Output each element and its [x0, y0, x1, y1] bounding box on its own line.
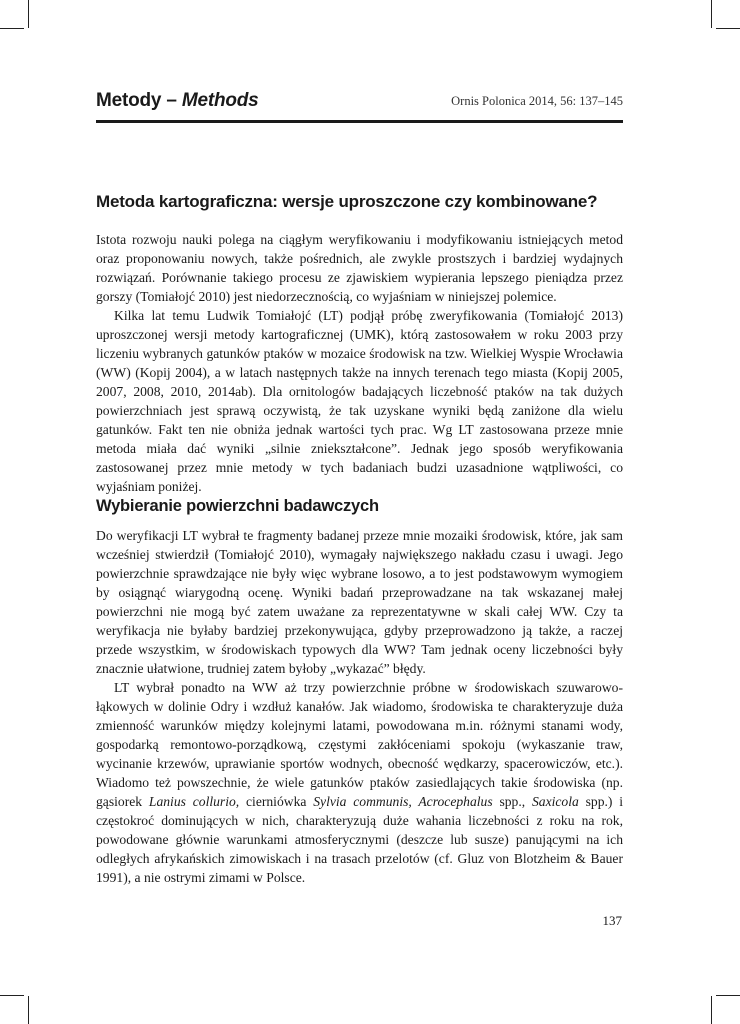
crop-mark-top-right-horizontal [716, 28, 740, 29]
intro-text [96, 230, 623, 496]
species-name: Saxicola [531, 794, 579, 809]
section-label-italic: Methods [181, 90, 259, 111]
crop-mark-top-right-vertical [711, 0, 712, 28]
crop-mark-bottom-left-horizontal [0, 995, 24, 996]
crop-mark-bottom-right-vertical [711, 996, 712, 1024]
crop-mark-bottom-left-vertical [28, 996, 29, 1024]
paragraph [96, 306, 623, 496]
crop-mark-top-left-vertical [28, 0, 29, 28]
running-header [96, 88, 623, 123]
page-number: 137 [602, 913, 622, 928]
paragraph [96, 230, 623, 306]
text-run: spp.) i częstokroć dominujących w nich, charakteryzują duże wahania liczebności z roku na rok, powodowane głównie warunkami atmosferycznymi (deszcze lub susze) panującymi na ich odległych afrykańskich zimowiskach i na trasach przelotów (cf. Gluz von Blotzheim & Bauer 1991), a nie ostrymi zimami w Polsce. [96, 794, 624, 885]
section-heading: Wybieranie powierzchni badawczych [96, 497, 379, 515]
text-run: Istota rozwoju nauki polega na ciągłym weryfikowaniu i modyfikowaniu istniejących metod oraz proponowaniu nowych, także pośrednich, ale zwykle prostszych i bardziej wydajnych rozwiązań. Porównanie takiego procesu ze zjawiskiem wypierania lepszego pieniądza przez gorszy (Tomiałojć 2010) jest niedorzecznością, co wyjaśniam w niniejszej polemice. [96, 232, 623, 304]
text-run: spp., [492, 794, 532, 809]
crop-mark-bottom-right-horizontal [716, 995, 740, 996]
section-text [96, 526, 623, 887]
journal-reference: Ornis Polonica 2014, 56: 137–145 [451, 94, 623, 108]
text-run: Kilka lat temu Ludwik Tomiałojć (LT) podjął próbę zweryfikowania (Tomiałojć 2013) uproszczonej wersji metody kartograficznej (UMK), którą zastosowałem w roku 2003 przy liczeniu wybranych gatunków ptaków w mozaice środowisk na tzw. Wielkiej Wyspie Wrocławia (WW) (Kopij 2004), a w latach następnych także na innych terenach tego miasta (Kopij 2005, 2007, 2008, 2010, 2014ab). Dla ornitologów badających liczebność ptaków na tak dużych powierzchniach jest sprawą oczywistą, że tak uzyskane wyniki będą zaniżone dla wielu gatunków. Fakt ten nie obniża jednak wartości tych prac. Wg LT zastosowana przeze mnie metoda miała dać wyniki „silnie zniekształcone”. Jednak jego sposób weryfikowania zastosowanej przez mnie metody w tych badaniach budzi uzasadnione wątpliwości, co wyjaśniam poniżej. [96, 308, 623, 494]
paragraph [96, 678, 623, 887]
article-title: Metoda kartograficzna: wersje uproszczone czy kombinowane? [96, 192, 598, 211]
section-label [96, 90, 259, 112]
paragraph [96, 526, 623, 678]
species-name: Lanius collurio, [148, 794, 240, 809]
species-name: Sylvia communis, Acrocephalus [313, 794, 493, 809]
text-run: LT wybrał ponadto na WW aż trzy powierzchnie próbne w środowiskach szuwarowo-łąkowych w dolinie Odry i wzdłuż kanałów. Jak wiadomo, środowiska te charakteryzuje duża zmienność warunków między kolejnymi latami, powodowana m.in. różnymi stanami wody, gospodarką remontowo-porządkową, częstymi zakłóceniami spokoju (wykaszanie traw, wycinanie krzewów, uprawianie sportów wodnych, obecność wędkarzy, spacerowiczów, etc.). Wiadomo też powszechnie, że wiele gatunków ptaków zasiedlających takie środowiska (np. gąsiorek [96, 680, 623, 809]
section-label-main: Metody – [96, 90, 182, 111]
text-run: Do weryfikacji LT wybrał te fragmenty badanej przeze mnie mozaiki środowisk, które, jak sam wcześniej stwierdził (Tomiałojć 2010), wymagały największego nakładu czasu i uwagi. Jego powierzchnie sprawdzające nie były więc wybrane losowo, a to jest podstawowym wymogiem by osiągnąć wiarygodną ocenę. Wyniki badań przeprowadzane na tak wskazanej małej powierzchni nie mogą być zatem uważane za reprezentatywne w skali całej WW. Czy ta weryfikacja nie byłaby bardziej przekonywująca, gdyby przeprowadzono ją także, a raczej przede wszystkim, w środowiskach typowych dla WW? Tam jednak oceny liczebności były znacznie ułatwione, trudniej zatem byłoby „wykazać” błędy. [96, 528, 623, 676]
text-run: cierniówka [239, 794, 314, 809]
crop-mark-top-left-horizontal [0, 28, 24, 29]
